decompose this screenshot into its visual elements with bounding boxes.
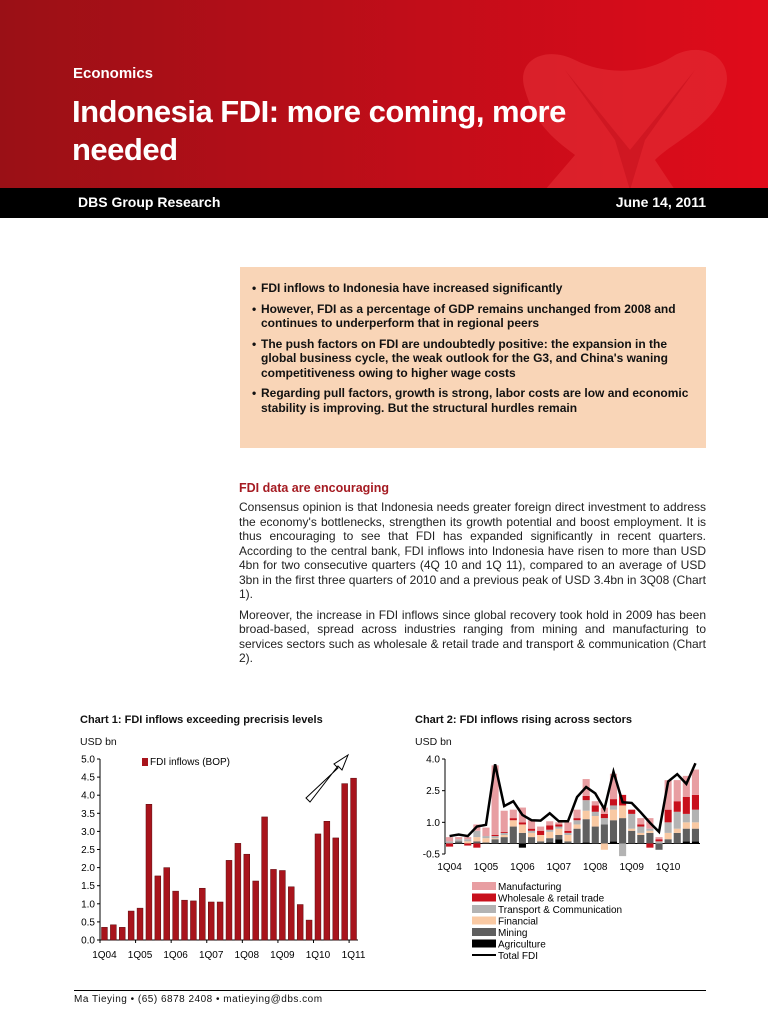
bar-transport-communication-12 (555, 827, 562, 829)
legend-label: FDI inflows (BOP) (150, 757, 231, 768)
bar-financial-7 (510, 820, 517, 826)
bar-17 (253, 881, 259, 940)
bar-19 (271, 869, 277, 940)
bar-transport-communication-5 (492, 836, 499, 838)
bar-manufacturing-0 (446, 837, 453, 841)
bar-transport-communication-4 (482, 836, 489, 838)
bar-wholesale-retail-trade-9 (528, 829, 535, 831)
bar-agriculture-27 (692, 841, 699, 843)
bar-wholesale-retail-trade-12 (555, 824, 562, 826)
x-tick-label: 1Q08 (583, 862, 608, 873)
bar-transport-communication-25 (674, 812, 681, 829)
y-tick-label: 3.5 (81, 808, 95, 820)
bar-manufacturing-11 (546, 821, 553, 825)
bar-wholesale-retail-trade-27 (692, 795, 699, 810)
bar-wholesale-retail-trade-2 (464, 843, 471, 845)
bar-wholesale-retail-trade-25 (674, 801, 681, 812)
bar-mining-9 (528, 837, 535, 843)
y-tick-label: 5.0 (81, 754, 95, 766)
bar-transport-communication-1 (455, 839, 462, 841)
publisher: DBS Group Research (78, 194, 221, 210)
report-date: June 14, 2011 (615, 194, 706, 210)
bar-mining-23 (655, 843, 662, 849)
bar-27 (342, 784, 348, 940)
bar-mining-20 (628, 831, 635, 844)
bar-16 (244, 854, 250, 940)
bar-6 (155, 876, 161, 940)
bar-transport-communication-13 (564, 833, 571, 835)
chart1-unit: USD bn (80, 736, 117, 748)
bar-transport-communication-0 (446, 841, 453, 843)
bar-mining-3 (473, 841, 480, 843)
bar-financial-9 (528, 833, 535, 837)
bar-wholesale-retail-trade-7 (510, 818, 517, 820)
bar-financial-2 (464, 841, 471, 843)
bar-financial-14 (574, 824, 581, 828)
bar-wholesale-retail-trade-16 (592, 805, 599, 811)
bar-wholesale-retail-trade-26 (683, 797, 690, 814)
bar-mining-11 (546, 838, 553, 842)
paragraph: Consensus opinion is that Indonesia needs greater foreign direct investment to address the economy's bottlenecks, strengthen its growth potential and boost employment. It is thus encouraging to see that FDI has expanded significantly in recent quarters. According to the central bank, FDI inflows into Indonesia have risen to more than USD 4bn for two consecutive quarters (4Q 10 and 1Q 11), compared to an average of USD 3bn in the first three quarters of 2010 and a previous peak of USD 3.4bn in 3Q08 (Chart 1). (239, 500, 706, 601)
bar-mining-25 (674, 833, 681, 844)
y-tick-label: -0.5 (422, 849, 440, 861)
bar-21 (288, 887, 294, 940)
bar-financial-10 (537, 835, 544, 841)
chart2-title: Chart 2: FDI inflows rising across sectors (415, 714, 633, 726)
bar-mining-26 (683, 829, 690, 842)
bar-manufacturing-1 (455, 837, 462, 839)
legend-label: Agriculture (498, 939, 546, 951)
bar-mining-27 (692, 829, 699, 842)
x-tick-label: 1Q07 (546, 862, 572, 873)
bar-14 (226, 860, 232, 940)
report-header (0, 0, 768, 188)
x-tick-label: 1Q06 (510, 862, 535, 873)
publisher-bar (0, 188, 768, 218)
summary-box (240, 267, 706, 448)
bar-financial-19 (619, 805, 626, 818)
bar-mining-24 (665, 839, 672, 843)
bar-mining-17 (601, 824, 608, 843)
bar-transport-communication-2 (464, 839, 471, 841)
bar-wholesale-retail-trade-21 (637, 824, 644, 826)
bar-financial-18 (610, 810, 617, 821)
legend-swatch (472, 917, 496, 925)
bar-wholesale-retail-trade-20 (628, 810, 635, 814)
chart1 (70, 750, 380, 965)
bar-wholesale-retail-trade-8 (519, 822, 526, 824)
bar-financial-5 (492, 838, 499, 839)
bar-2 (119, 927, 125, 940)
bar-18 (262, 817, 268, 940)
bar-financial-26 (683, 822, 690, 828)
legend-label: Mining (498, 928, 528, 939)
bar-wholesale-retail-trade-10 (537, 831, 544, 835)
bar-transport-communication-21 (637, 827, 644, 833)
bar-manufacturing-10 (537, 827, 544, 831)
summary-item: • However, FDI as a percentage of GDP remains unchanged from 2008 and continues to underperform that in regional peers (252, 302, 698, 331)
bar-transport-communication-23 (655, 841, 662, 843)
total-fdi-line (450, 763, 696, 836)
legend-swatch (142, 758, 148, 766)
bar-manufacturing-27 (692, 770, 699, 795)
bar-0 (102, 927, 108, 940)
bar-7 (164, 868, 170, 940)
legend-swatch (472, 928, 496, 936)
bar-manufacturing-12 (555, 822, 562, 824)
report-title: Indonesia FDI: more coming, more needed (72, 94, 566, 167)
chart2-unit: USD bn (415, 736, 452, 748)
y-tick-label: 0.5 (81, 917, 95, 929)
bar-transport-communication-14 (574, 820, 581, 824)
y-tick-label: 1.0 (81, 899, 95, 911)
bar-transport-communication-20 (628, 814, 635, 829)
bar-manufacturing-4 (482, 828, 489, 836)
bar-mining-5 (492, 839, 499, 843)
bar-manufacturing-21 (637, 818, 644, 824)
bar-5 (146, 804, 152, 940)
legend-label: Manufacturing (498, 882, 562, 893)
bar-26 (333, 838, 339, 940)
bar-manufacturing-6 (501, 811, 508, 832)
y-tick-label: 4.0 (426, 754, 440, 766)
bar-financial-20 (628, 829, 635, 831)
bar-wholesale-retail-trade-23 (655, 839, 662, 841)
bar-mining-16 (592, 827, 599, 844)
bar-agriculture-11 (546, 842, 553, 843)
bar-mining-12 (555, 835, 562, 839)
body-text (239, 500, 706, 672)
bar-wholesale-retail-trade-6 (501, 832, 508, 833)
bar-mining-13 (564, 841, 571, 843)
bar-transport-communication-16 (592, 812, 599, 816)
legend-swatch (472, 882, 496, 890)
bar-wholesale-retail-trade-14 (574, 818, 581, 820)
bar-financial-22 (646, 831, 653, 833)
bar-23 (306, 920, 312, 940)
bar-financial-25 (674, 829, 681, 833)
bar-mining-22 (646, 833, 653, 844)
bar-mining-21 (637, 835, 644, 843)
y-tick-label: 1.5 (81, 881, 95, 893)
summary-item: • FDI inflows to Indonesia have increased significantly (252, 281, 698, 296)
bar-transport-communication-9 (528, 831, 535, 833)
legend-label: Financial (498, 916, 539, 928)
bar-agriculture-26 (683, 841, 690, 843)
bar-mining-19 (619, 818, 626, 843)
bar-wholesale-retail-trade-18 (610, 799, 617, 805)
bar-financial-21 (637, 833, 644, 835)
x-tick-label: 1Q04 (437, 862, 462, 873)
bar-agriculture-8 (519, 843, 526, 847)
bar-mining-8 (519, 833, 526, 844)
bar-mining-6 (501, 837, 508, 843)
legend-swatch (472, 940, 496, 948)
bar-wholesale-retail-trade-22 (646, 843, 653, 847)
x-tick-label: 1Q05 (127, 950, 153, 961)
bar-transport-communication-26 (683, 814, 690, 822)
y-tick-label: 4.0 (81, 790, 95, 802)
bar-manufacturing-13 (564, 822, 571, 830)
legend-swatch (472, 905, 496, 913)
bar-transport-communication-3 (473, 831, 480, 837)
x-tick-label: 1Q08 (234, 950, 260, 961)
bar-transport-communication-6 (501, 833, 508, 835)
footer-divider (74, 990, 706, 991)
footer-contact: Ma Tieying • (65) 6878 2408 • matieying@dbs.com (74, 994, 323, 1005)
bar-financial-24 (665, 833, 672, 839)
bar-15 (235, 843, 241, 940)
y-tick-label: 2.5 (81, 845, 95, 856)
x-tick-label: 1Q11 (341, 950, 366, 961)
bar-transport-communication-22 (646, 829, 653, 831)
bar-13 (217, 902, 223, 940)
bar-transport-communication-18 (610, 805, 617, 809)
bar-mining-7 (510, 827, 517, 844)
bar-financial-3 (473, 837, 480, 841)
bar-financial-13 (564, 835, 571, 841)
bar-wholesale-retail-trade-13 (564, 831, 571, 833)
y-tick-label: 2.0 (81, 863, 95, 875)
x-tick-label: 1Q10 (305, 950, 331, 961)
chart2 (405, 750, 715, 970)
bar-wholesale-retail-trade-3 (473, 843, 480, 847)
bar-transport-communication-15 (583, 800, 590, 811)
bar-8 (173, 891, 179, 940)
bar-transport-communication-11 (546, 830, 553, 832)
bar-financial-16 (592, 816, 599, 827)
bar-3 (128, 911, 134, 940)
bar-25 (324, 821, 330, 940)
bar-mining-4 (482, 842, 489, 843)
bar-28 (351, 778, 357, 940)
bar-transport-communication-24 (665, 822, 672, 833)
bar-financial-17 (601, 843, 608, 849)
x-tick-label: 1Q07 (198, 950, 224, 961)
y-tick-label: 0.0 (81, 935, 95, 947)
bar-wholesale-retail-trade-24 (665, 810, 672, 823)
bar-wholesale-retail-trade-0 (446, 843, 453, 846)
bar-20 (279, 870, 285, 940)
y-tick-label: 2.5 (426, 786, 440, 798)
bar-transport-communication-27 (692, 810, 699, 823)
bar-transport-communication-17 (601, 818, 608, 824)
bar-10 (190, 901, 196, 940)
bar-agriculture-15 (583, 842, 590, 843)
bar-22 (297, 905, 303, 940)
y-tick-label: 3.0 (81, 826, 95, 838)
summary-item: • Regarding pull factors, growth is strong, labor costs are low and economic stability is improving. But the structural hurdles remain (252, 386, 698, 415)
x-tick-label: 1Q09 (270, 950, 295, 961)
bar-financial-11 (546, 832, 553, 838)
bar-manufacturing-7 (510, 810, 517, 818)
bar-4 (137, 908, 143, 940)
x-tick-label: 1Q04 (92, 950, 117, 961)
bar-manufacturing-16 (592, 801, 599, 805)
summary-item: • The push factors on FDI are undoubtedly positive: the expansion in the global business cycle, the weak outlook for the G3, and China's waning competitiveness owing to higher wage costs (252, 337, 698, 381)
bar-12 (208, 902, 214, 940)
bar-wholesale-retail-trade-17 (601, 814, 608, 818)
bar-wholesale-retail-trade-15 (583, 796, 590, 800)
bar-11 (199, 888, 205, 940)
bar-manufacturing-2 (464, 837, 471, 839)
legend-label: Transport & Communication (498, 905, 623, 916)
bar-financial-6 (501, 835, 508, 837)
bar-financial-8 (519, 824, 526, 832)
y-tick-label: 4.5 (81, 772, 95, 784)
bar-agriculture-18 (610, 841, 617, 843)
x-tick-label: 1Q05 (473, 862, 499, 873)
bar-manufacturing-25 (674, 780, 681, 801)
bar-1 (110, 925, 116, 940)
x-tick-label: 1Q09 (619, 862, 644, 873)
bar-mining-14 (574, 829, 581, 844)
legend-swatch (472, 894, 496, 902)
section-heading: FDI data are encouraging (239, 481, 390, 495)
bar-manufacturing-23 (655, 837, 662, 839)
bar-manufacturing-14 (574, 810, 581, 818)
x-tick-label: 1Q10 (655, 862, 681, 873)
bar-24 (315, 834, 321, 940)
bar-transport-communication-19 (619, 843, 626, 856)
paragraph: Moreover, the increase in FDI inflows since global recovery took hold in 2009 has been broad-based, spread across industries ranging from mining and manufacturing to services sectors such as wholesale & retail trade and transport & communication (Chart 2). (239, 607, 706, 665)
section-label: Economics (73, 65, 154, 82)
bar-financial-15 (583, 811, 590, 819)
bar-mining-15 (583, 819, 590, 842)
legend-label: Wholesale & retail trade (498, 893, 605, 905)
y-tick-label: 1.0 (426, 817, 440, 829)
legend-label: Total FDI (498, 951, 539, 962)
bar-mining-1 (455, 841, 462, 843)
bar-wholesale-retail-trade-11 (546, 826, 553, 830)
bar-financial-27 (692, 822, 699, 828)
bar-mining-10 (537, 841, 544, 843)
bar-agriculture-12 (555, 839, 562, 843)
x-tick-label: 1Q06 (163, 950, 188, 961)
chart1-title: Chart 1: FDI inflows exceeding precrisis levels (80, 714, 323, 726)
bar-financial-4 (482, 838, 489, 842)
bar-mining-18 (610, 820, 617, 841)
bar-wholesale-retail-trade-5 (492, 835, 499, 836)
bar-financial-12 (555, 829, 562, 835)
bar-9 (182, 900, 188, 940)
